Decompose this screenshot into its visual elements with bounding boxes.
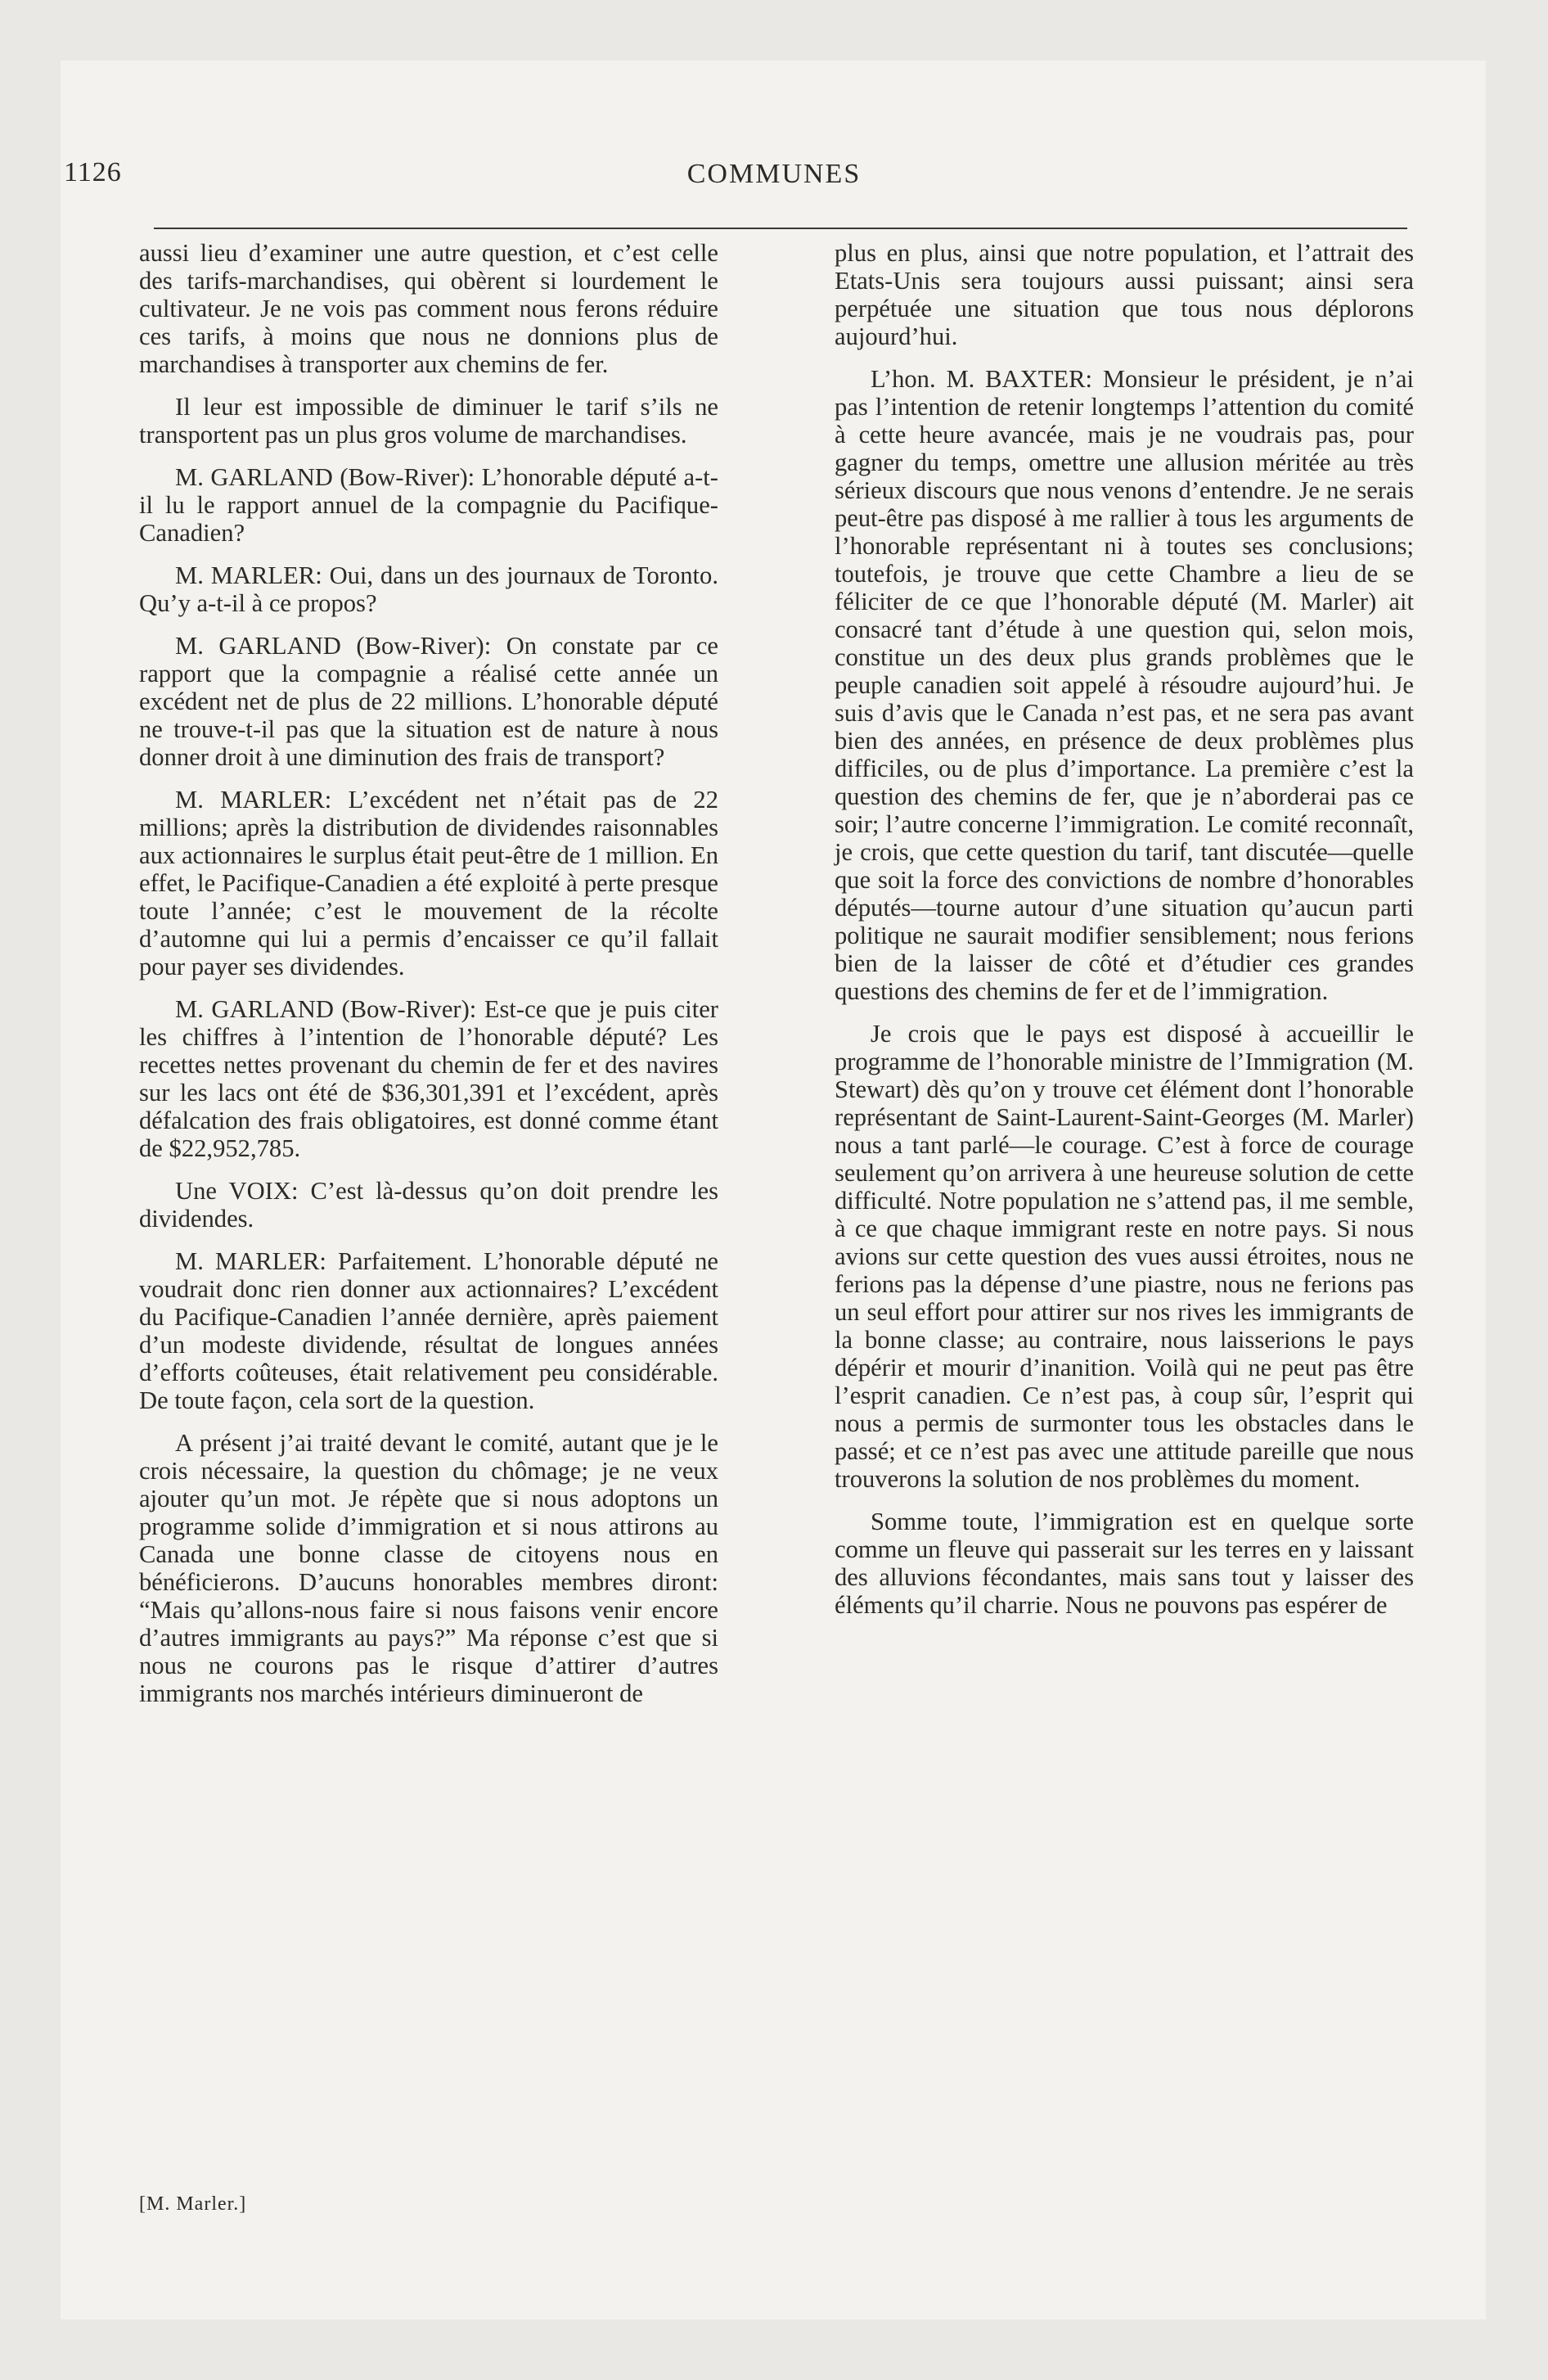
header-rule: [154, 228, 1407, 229]
running-head: COMMUNES: [686, 159, 862, 189]
paragraph: M. GARLAND (Bow-River): L’honorable député a-t-il lu le rapport annuel de la compagnie du Pacifique-Canadien?: [139, 463, 718, 547]
paragraph: M. GARLAND (Bow-River): On constate par ce rapport que la compagnie a réalisé cette année un excédent net de plus de 22 millions. L’honorable député ne trouve-t-il pas que la situation est de nature à nous donner droit à une diminution des frais de transport?: [139, 632, 718, 771]
paragraph: M. MARLER: Oui, dans un des journaux de Toronto. Qu’y a-t-il à ce propos?: [139, 561, 718, 617]
paragraph: A présent j’ai traité devant le comité, autant que je le crois nécessaire, la question du chômage; je ne veux ajouter qu’un mot. Je répète que si nous adoptons un programme solide d’immigration et si nous attirons au Canada une bonne classe de citoyens nous en bénéficierons. D’aucuns honorables membres diront: “Mais qu’allons-nous faire si nous faisons venir encore d’autres immigrants au pays?” Ma réponse c’est que si nous ne courons pas le risque d’attirer d’autres immigrants nos marchés intérieurs diminueront de: [139, 1429, 718, 1707]
right-column: [835, 239, 1414, 1634]
page-number: 1126: [64, 157, 122, 187]
paragraph: Une VOIX: C’est là-dessus qu’on doit prendre les dividendes.: [139, 1177, 718, 1233]
paragraph: M. MARLER: Parfaitement. L’honorable député ne voudrait donc rien donner aux actionnaires? L’excédent du Pacifique-Canadien l’année dernière, après paiement d’un modeste dividende, résultat de longues années d’efforts coûteuses, était relativement peu considérable. De toute façon, cela sort de la question.: [139, 1247, 718, 1414]
paragraph: plus en plus, ainsi que notre population, et l’attrait des Etats-Unis sera toujours aussi puissant; ainsi sera perpétuée une situation que tous nous déplorons aujourd’hui.: [835, 239, 1414, 350]
paragraph: M. GARLAND (Bow-River): Est-ce que je puis citer les chiffres à l’intention de l’honorable député? Les recettes nettes provenant du chemin de fer et des navires sur les lacs ont été de $36,301,391 et l’excédent, après défalcation des frais obligatoires, est donné comme étant de $22,952,785.: [139, 995, 718, 1162]
paragraph: Il leur est impossible de diminuer le tarif s’ils ne transportent pas un plus gros volume de marchandises.: [139, 393, 718, 449]
paragraph: L’hon. M. BAXTER: Monsieur le président, je n’ai pas l’intention de retenir longtemps l’attention du comité à cette heure avancée, mais je ne voudrais pas, pour gagner du temps, omettre une allusion méritée au très sérieux discours que nous venons d’entendre. Je ne serais peut-être pas disposé à me rallier à tous les arguments de l’honorable représentant ni à toutes ses conclusions; toutefois, je trouve que cette Chambre a lieu de se féliciter de ce que l’honorable député (M. Marler) ait consacré tant d’étude à une question qui, selon mois, constitue un des deux plus grands problèmes que le peuple canadien soit appelé à résoudre aujourd’hui. Je suis d’avis que le Canada n’est pas, et ne sera pas avant bien des années, en présence de deux problèmes plus difficiles, ou de plus d’importance. La première c’est la question des chemins de fer, que je n’aborderai pas ce soir; l’autre concerne l’immigration. Le comité reconnaît, je crois, que cette question du tarif, tant discutée—quelle que soit la force des convictions de nombre d’honorables députés—tourne autour d’une situation qu’aucun parti politique ne saurait modifier sensiblement; nous ferions bien de la laisser de côté et d’étudier ces grandes questions des chemins de fer et de l’immigration.: [835, 365, 1414, 1005]
paragraph: Je crois que le pays est disposé à accueillir le programme de l’honorable ministre de l’Immigration (M. Stewart) dès qu’on y trouve cet élément dont l’honorable représentant de Saint-Laurent-Saint-Georges (M. Marler) nous a tant parlé—le courage. C’est à force de courage seulement qu’on arrivera à une heureuse solution de cette difficulté. Notre population ne s’attend pas, il me semble, à ce que chaque immigrant reste en notre pays. Si nous avions sur cette question des vues aussi étroites, nous ne ferions pas la dépense d’une piastre, nous ne ferions pas un seul effort pour attirer sur nos rives les immigrants de la bonne classe; au contraire, nous laisserions le pays dépérir et mourir d’inanition. Voilà qui ne peut pas être l’esprit canadien. Ce n’est pas, à coup sûr, l’esprit qui nous a permis de surmonter tous les obstacles dans le passé; et ce n’est pas avec une attitude pareille que nous trouverons la solution de nos problèmes du moment.: [835, 1020, 1414, 1493]
paragraph: aussi lieu d’examiner une autre question, et c’est celle des tarifs-marchandises, qui obèrent si lourdement le cultivateur. Je ne vois pas comment nous ferons réduire ces tarifs, à moins que nous ne donnions plus de marchandises à transporter aux chemins de fer.: [139, 239, 718, 378]
paragraph: M. MARLER: L’excédent net n’était pas de 22 millions; après la distribution de dividendes raisonnables aux actionnaires le surplus était peut-être de 1 million. En effet, le Pacifique-Canadien a été exploité à perte presque toute l’année; c’est le mouvement de la récolte d’automne qui lui a permis d’encaisser ce qu’il fallait pour payer ses dividendes.: [139, 786, 718, 980]
paragraph: Somme toute, l’immigration est en quelque sorte comme un fleuve qui passerait sur les terres en y laissant des alluvions fécondantes, mais sans tout y laisser des éléments qu’il charrie. Nous ne pouvons pas espérer de: [835, 1508, 1414, 1619]
left-column: [139, 239, 718, 1722]
speaker-footer: [M. Marler.]: [139, 2193, 247, 2215]
